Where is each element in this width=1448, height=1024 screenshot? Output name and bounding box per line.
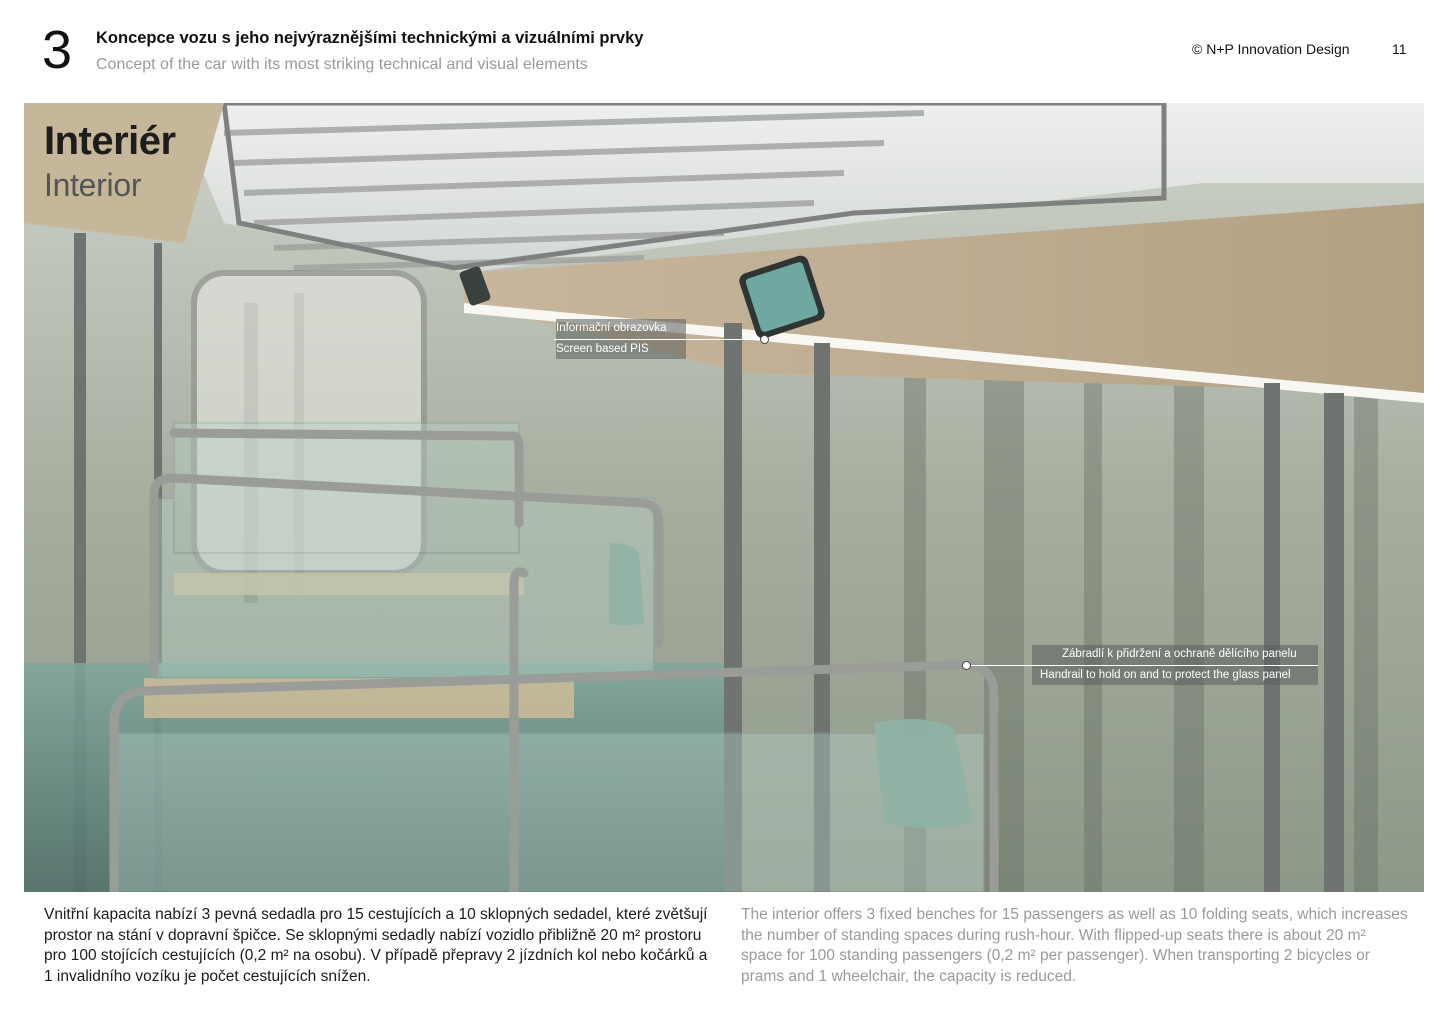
photo-title: Interiér: [44, 119, 176, 163]
page-number: 11: [1392, 41, 1407, 57]
copyright: © N+P Innovation Design: [1192, 41, 1350, 57]
body-text-english: The interior offers 3 fixed benches for 15 passengers as well as 10 folding seats, which increases the number of standing spaces during rush-hour. With flipped-up seats there is about 20 m² space for 100 standing passengers (0,2 m² per passenger). When transporting 2 bicycles or prams and 1 wheelchair, the capacity is reduced.: [741, 906, 1408, 985]
callout-handrail-dot: [962, 661, 971, 670]
callout-pis-line: [554, 339, 764, 340]
header-title: Koncepce vozu s jeho nejvýraznějšími technickými a vizuálními prvky: [96, 29, 644, 47]
callout-pis-label-cz: Informační obrazovka: [556, 322, 667, 334]
body-text-czech: Vnitřní kapacita nabízí 3 pevná sedadla pro 15 cestujících a 10 sklopných sedadel, které zvětšují prostor na stání v dopravní špičce. Se sklopnými sedadly nabízí vozidlo přibližně 20 m² prostoru pro 100 stojících cestujících (0,2 m² na osobu). V případě přepravy 2 jízdních kol nebo kočárků a 1 invalidního vozíku je počet cestujících snížen.: [44, 906, 708, 985]
callout-pis-label-en: Screen based PIS: [556, 343, 649, 355]
interior-illustration: [24, 103, 1424, 892]
callout-handrail-label-en: Handrail to hold on and to protect the glass panel: [1040, 669, 1291, 681]
section-number: 3: [42, 20, 73, 80]
callout-handrail-label-cz: Zábradlí k přidržení a ochraně dělícího panelu: [1062, 648, 1297, 660]
interior-photo: [24, 103, 1424, 892]
callout-handrail-line: [966, 665, 1318, 666]
callout-pis-dot: [760, 335, 769, 344]
header-subtitle: Concept of the car with its most striking technical and visual elements: [96, 56, 588, 73]
photo-subtitle: Interior: [44, 167, 142, 203]
